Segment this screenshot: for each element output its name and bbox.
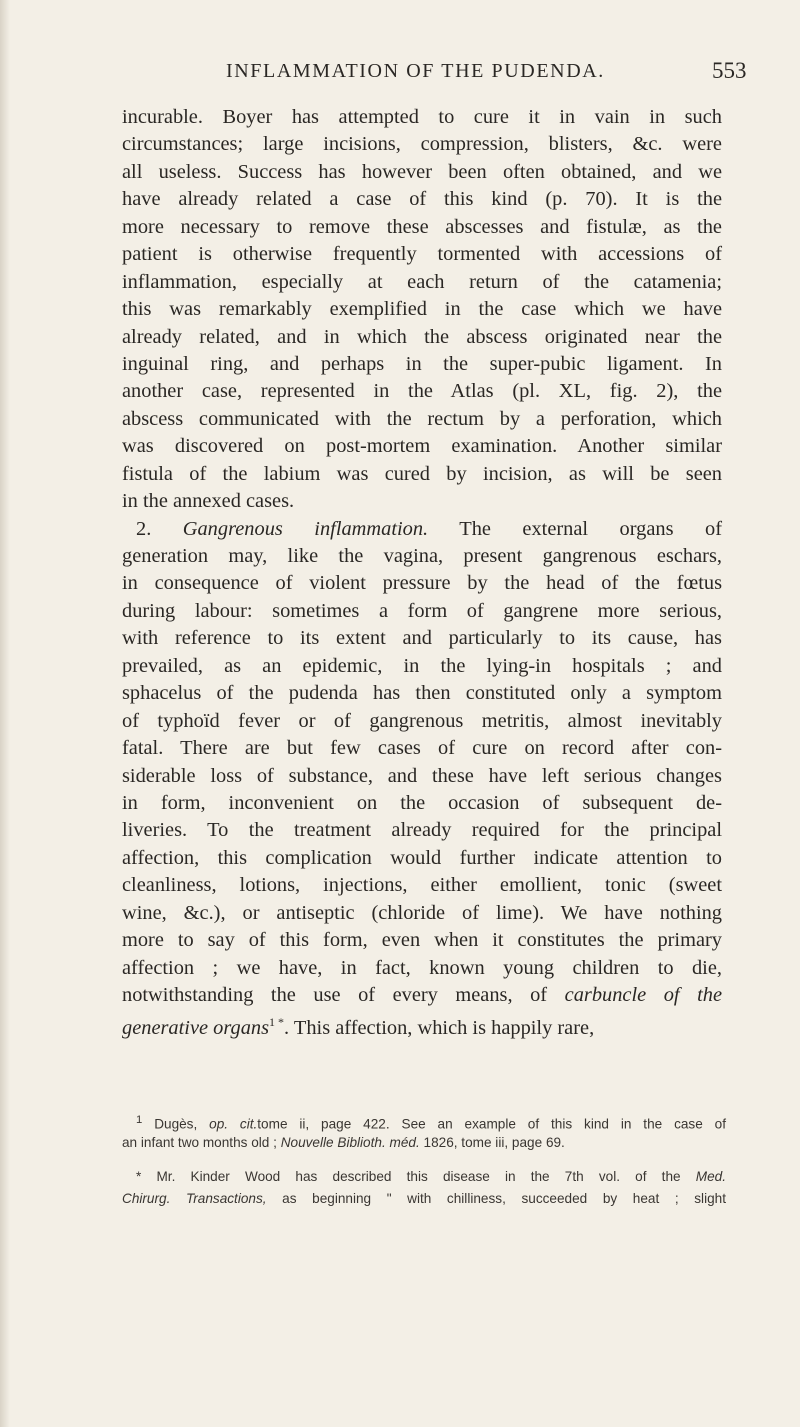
text-fragment: The external organs of [459, 517, 723, 540]
italic-term: Med. [695, 1169, 726, 1184]
text-line: abscess communicated with the rectum by a perforation, which [122, 407, 722, 430]
body-text [122, 104, 723, 1040]
footnote-1-line-1 [122, 1110, 726, 1132]
text-line: liveries. To the treatment already required for the principal [122, 819, 722, 842]
text-fragment: notwithstanding the use of every means, of [122, 984, 548, 1006]
text-line: fatal. There are but few cases of cure on record after con- [122, 737, 722, 760]
footnote-2-line-1 [122, 1166, 726, 1188]
text-fragment: an infant two months old ; [122, 1134, 277, 1150]
footnotes [122, 1110, 726, 1209]
footnote-marker: * [136, 1169, 142, 1184]
text-fragment: 1826, tome iii, page 69. [423, 1134, 565, 1150]
text-line: fistula of the labium was cured by incision, as will be seen [122, 462, 722, 485]
italic-term: generative organs [122, 1017, 270, 1040]
paragraph-2-first-line [122, 516, 722, 543]
text-line: inflammation, especially at each return of the catamenia; [122, 270, 722, 293]
text-line: already related, and in which the abscess originated near the [122, 325, 722, 348]
text-line: in consequence of violent pressure by the head of the fœtus [122, 572, 722, 595]
text-fragment: tome ii, page 422. See an example of this kind in the case of [257, 1116, 726, 1132]
text-line: was discovered on post-mortem examination. Another similar [122, 435, 722, 458]
text-line: of typhoïd fever or of gangrenous metritis, almost inevitably [122, 709, 722, 732]
text-line: inguinal ring, and perhaps in the super-pubic ligament. In [122, 352, 722, 375]
footnote-reference: 1 * [269, 1015, 285, 1030]
running-head: INFLAMMATION OF THE PUDENDA. [226, 60, 605, 82]
page-number: 553 [712, 58, 747, 83]
text-fragment: Mr. Kinder Wood has described this disease in the 7th vol. of the [156, 1169, 681, 1184]
text-line: incurable. Boyer has attempted to cure it in vain in such [122, 106, 722, 128]
text-line: sphacelus of the pudenda has then constituted only a symptom [122, 682, 722, 705]
italic-term: op. cit. [209, 1116, 258, 1132]
footnote-gap [122, 1153, 726, 1166]
text-line: patient is otherwise frequently tormented with accessions of [122, 243, 722, 266]
text-line: affection ; we have, in fact, known young children to die, [122, 956, 722, 979]
text-line: all useless. Success has however been often obtained, and we [122, 160, 722, 183]
text-line: during labour: sometimes a form of gangrene more serious, [122, 599, 722, 622]
text-line: in the annexed cases. [122, 490, 295, 513]
footnote-1-line-2 [122, 1132, 726, 1154]
text-line [122, 982, 722, 1009]
text-line: affection, this complication would further indicate attention to [122, 846, 722, 869]
text-line: generation may, like the vagina, present gangrenous eschars, [122, 545, 722, 567]
text-line: in form, inconvenient on the occasion of subsequent de- [122, 791, 722, 814]
footnote-2-line-2 [122, 1188, 726, 1210]
text-line: circumstances; large incisions, compression, blisters, &c. were [122, 133, 722, 156]
text-line: wine, &c.), or antiseptic (chloride of lime). We have nothing [122, 901, 722, 924]
text-line: cleanliness, lotions, injections, either emollient, tonic (sweet [122, 874, 722, 897]
page-gutter-shadow [0, 0, 10, 1427]
italic-term: Nouvelle Biblioth. méd. [280, 1134, 420, 1150]
text-line: more to say of this form, even when it constitutes the primary [122, 929, 722, 952]
text-line: another case, represented in the Atlas (pl. XL, fig. 2), the [122, 380, 722, 403]
text-line: prevailed, as an epidemic, in the lying-in hospitals ; and [122, 654, 722, 677]
footnote-marker: 1 [136, 1114, 143, 1126]
text-line: have already related a case of this kind (p. 70). It is the [122, 188, 722, 211]
text-line: this was remarkably exemplified in the case which we have [122, 298, 722, 321]
italic-term: carbuncle of the [564, 984, 722, 1006]
page-header [0, 60, 800, 90]
text-fragment: as beginning " with chilliness, succeeded by heat ; slight [282, 1190, 726, 1206]
text-fragment: Dugès, [154, 1116, 198, 1132]
section-heading: Gangrenous inflammation. [182, 517, 429, 540]
text-line: more necessary to remove these abscesses and fistulæ, as the [122, 215, 722, 238]
text-line: with reference to its extent and particularly to its cause, has [122, 627, 722, 650]
text-line [122, 1009, 722, 1040]
text-line: siderable loss of substance, and these have left serious changes [122, 764, 722, 787]
text-fragment: . This affection, which is happily rare, [284, 1017, 595, 1040]
italic-term: Chirurg. Transactions, [122, 1190, 267, 1206]
paragraph-number: 2. [136, 517, 152, 540]
